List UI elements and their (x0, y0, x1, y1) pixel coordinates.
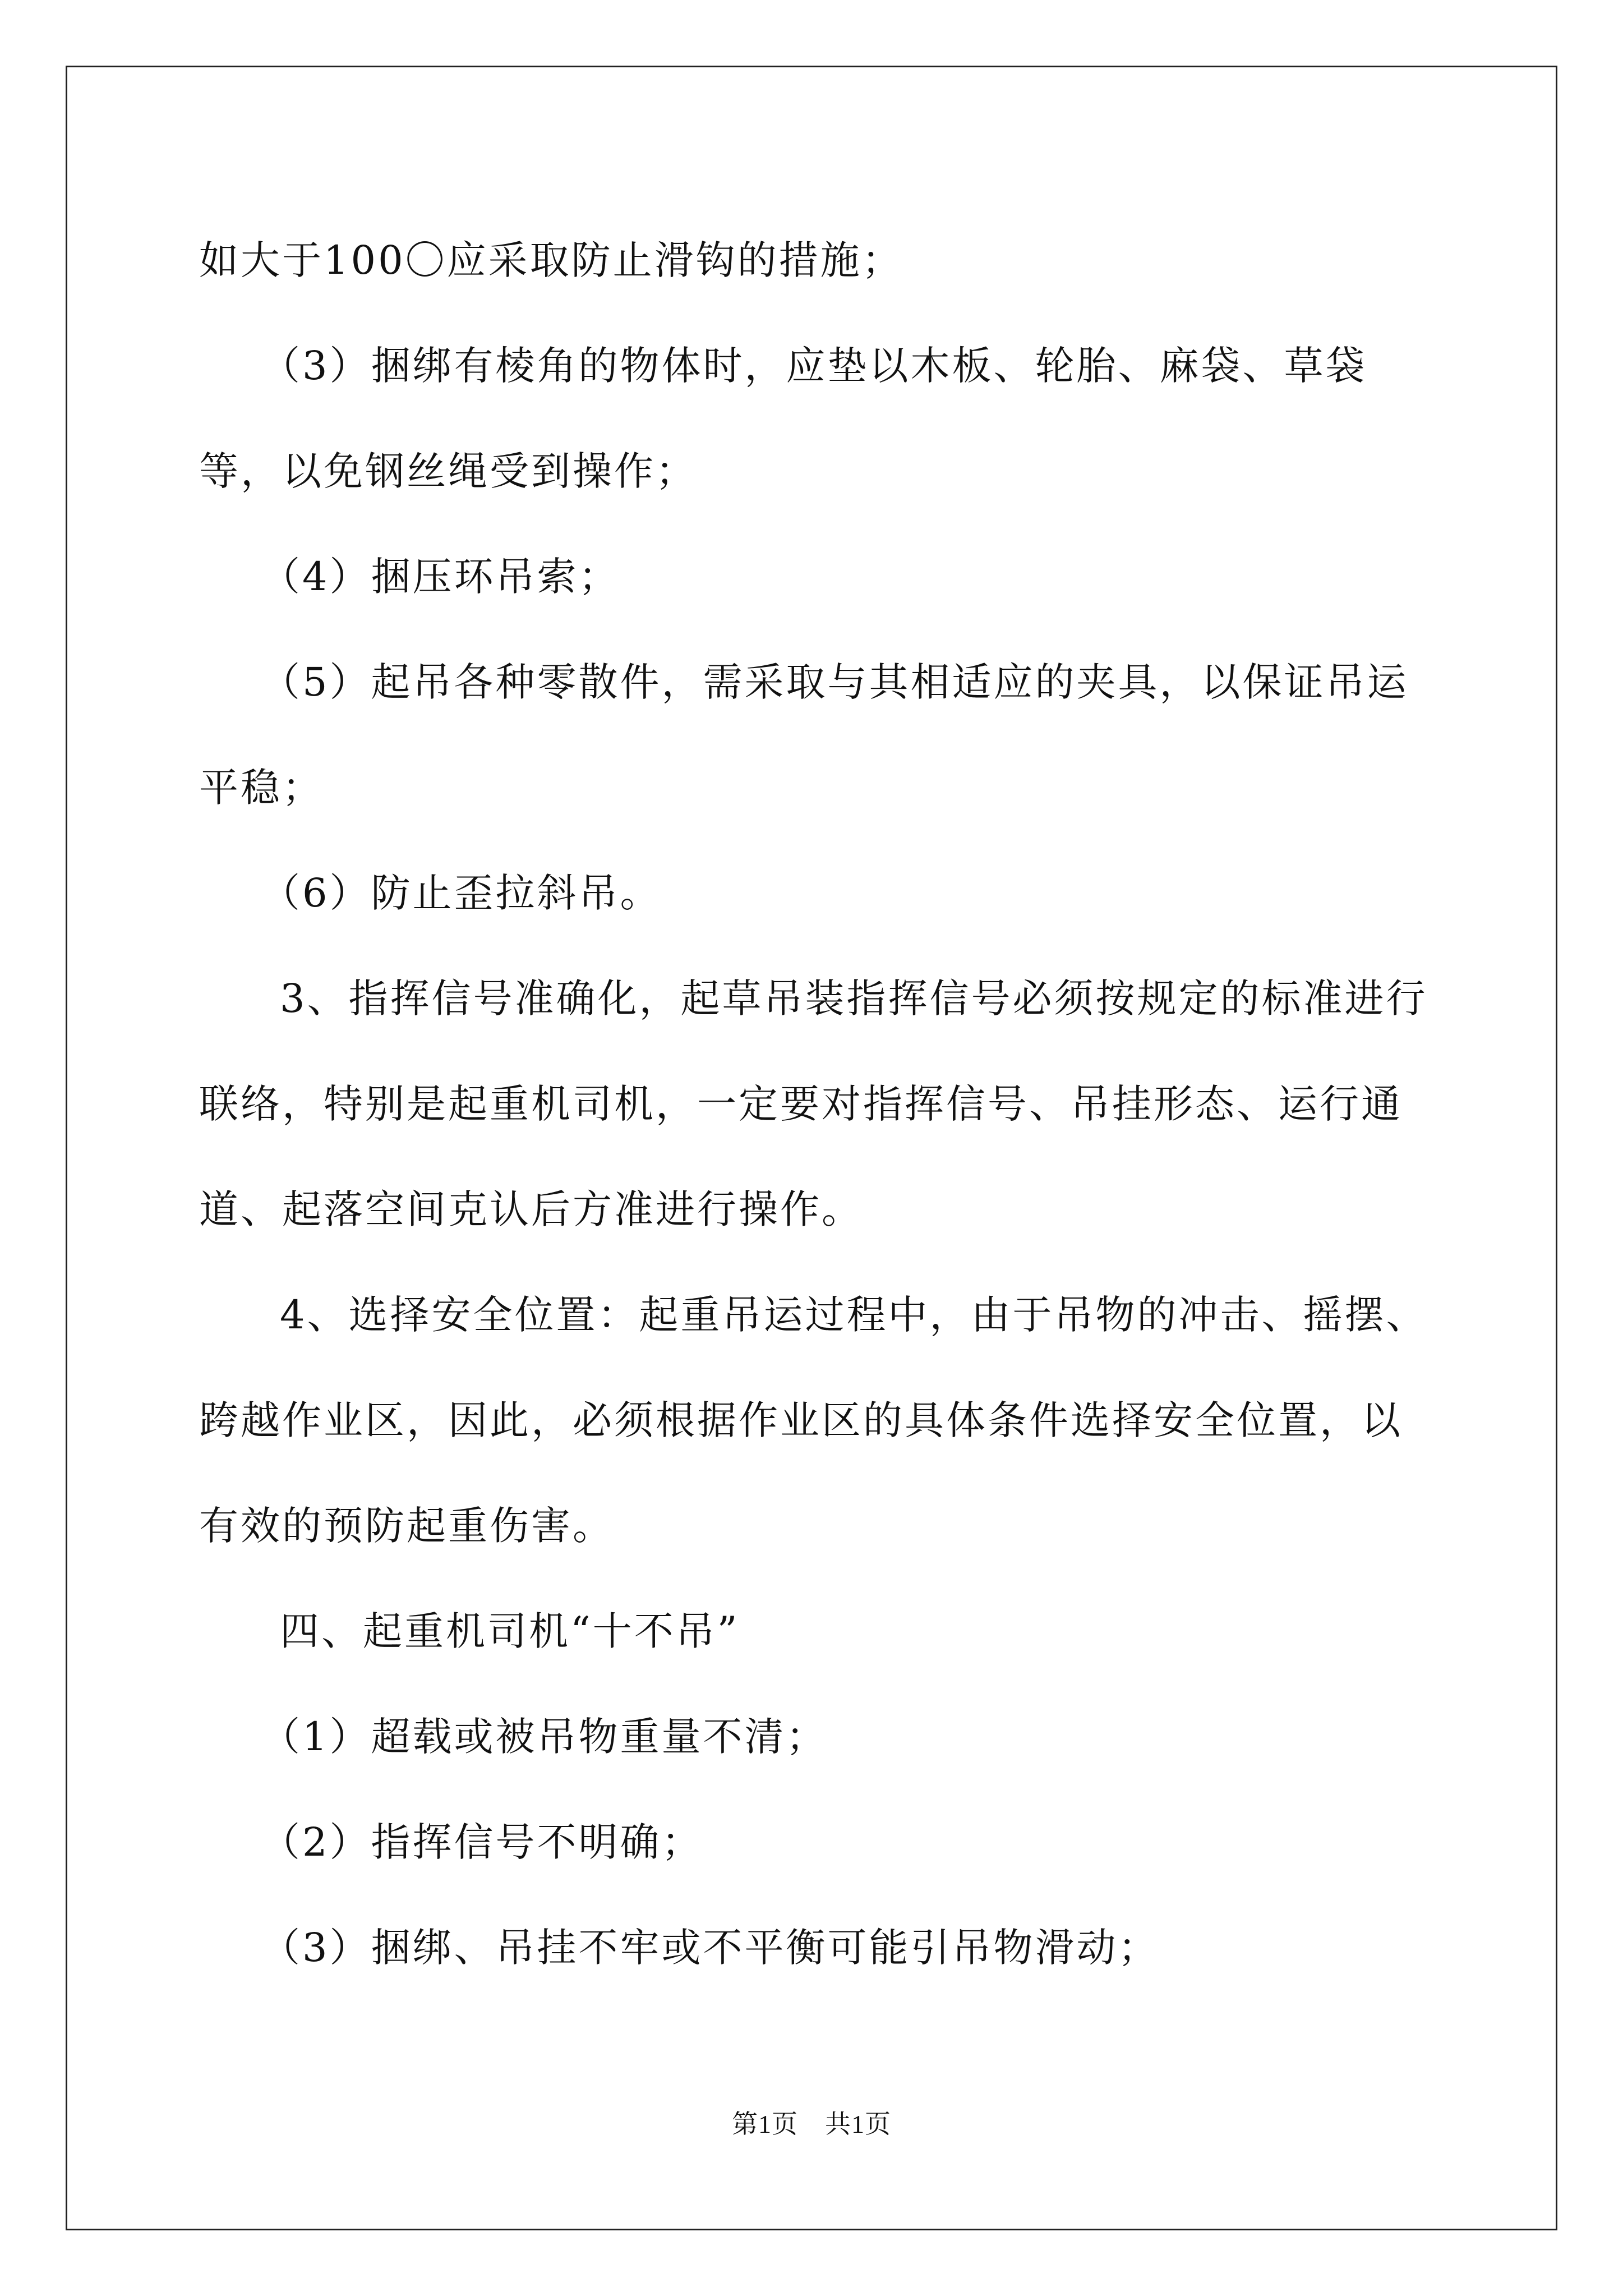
paragraph-6: 3、指挥信号准确化，起草吊装指挥信号必须按规定的标准进行联络，特别是起重机司机，一定要对指挥信号、吊挂形态、运行通道、起落空间克认后方准进行操作。 (199, 976, 1428, 1232)
paragraph-10: （2）指挥信号不明确； (261, 1819, 703, 1865)
paragraph-11: （3）捆绑、吊挂不牢或不平衡可能引吊物滑动； (261, 1925, 1160, 1971)
paragraph-9: （1）超载或被吊物重量不清； (261, 1714, 828, 1760)
page-footer (0, 2104, 1623, 2141)
page-total: 共1页 (825, 2110, 891, 2138)
paragraph-5: （6）防止歪拉斜吊。 (261, 870, 662, 916)
paragraph-4: （5）起吊各种零散件，需采取与其相适应的夹具，以保证吊运平稳； (199, 659, 1409, 811)
page-number: 第1页 (732, 2110, 798, 2138)
paragraph-2: （3）捆绑有棱角的物体时，应垫以木板、轮胎、麻袋、草袋等，以免钢丝绳受到操作； (199, 343, 1367, 494)
paragraph-3: （4）捆压环吊索； (261, 554, 620, 600)
paragraph-8: 四、起重机司机“十不吊” (280, 1608, 740, 1654)
document-body (199, 208, 1433, 2000)
paragraph-7: 4、选择安全位置：起重吊运过程中，由于吊物的冲击、摇摆、跨越作业区，因此，必须根据作业区的具体条件选择安全位置，以有效的预防起重伤害。 (199, 1292, 1428, 1549)
paragraph-1: 如大于100〇应采取防止滑钩的措施； (199, 237, 903, 283)
